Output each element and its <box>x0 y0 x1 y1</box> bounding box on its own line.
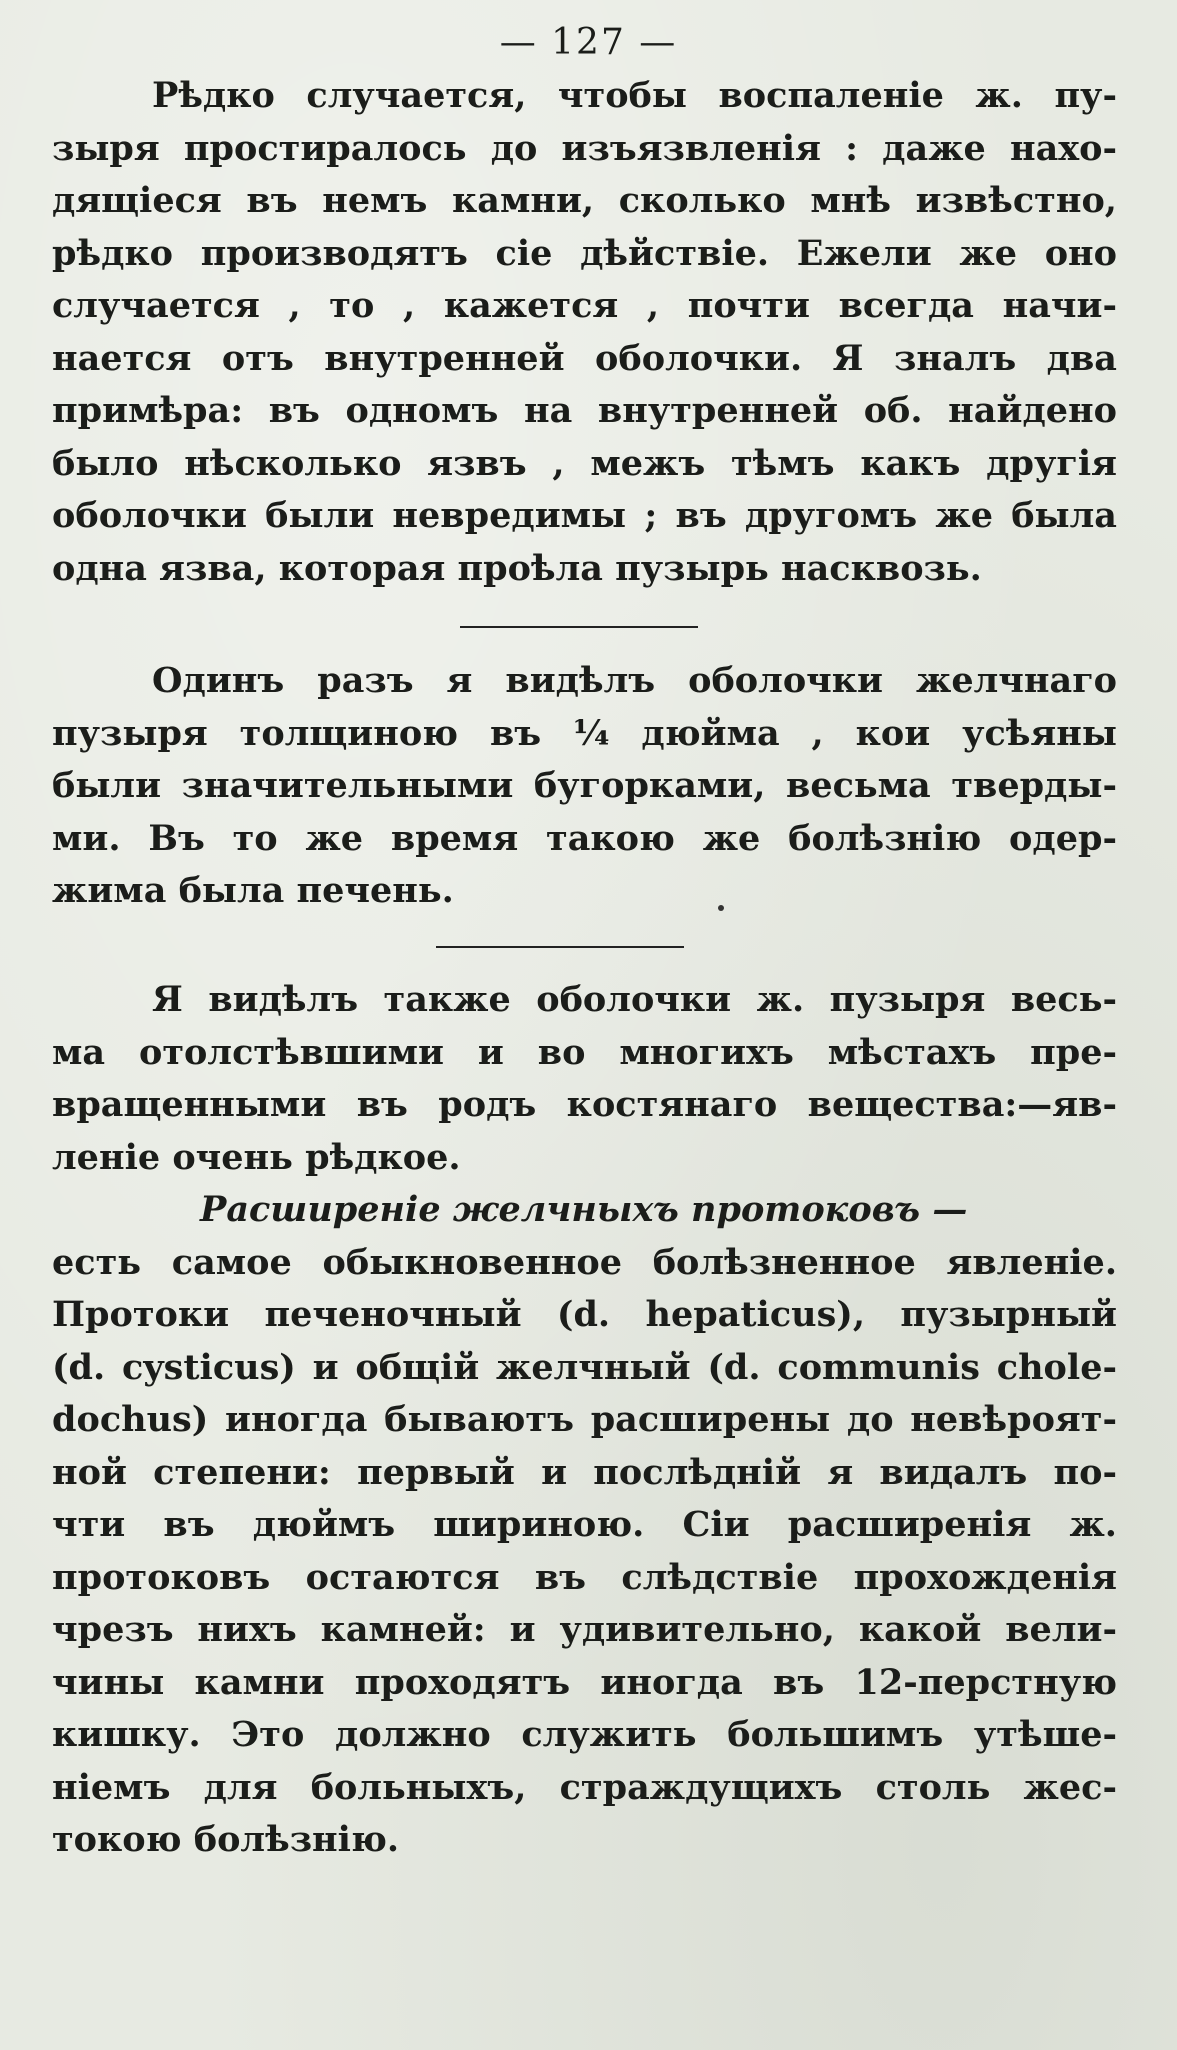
paragraph-1 <box>52 70 1117 595</box>
text-line: рѣдко производятъ сіе дѣйствіе. Ежели же оно <box>52 232 1117 274</box>
text-line: ной степени: первый и послѣдній я видалъ по- <box>52 1451 1117 1493</box>
text-line: токою болѣзнію. <box>52 1819 400 1860</box>
page-number: — 127 — <box>499 22 678 63</box>
text-line: пузыря толщиною въ ¼ дюйма , кои усѣяны <box>52 712 1117 754</box>
text-line: примѣра: въ одномъ на внутренней об. найдено <box>52 390 1117 431</box>
section-divider <box>460 626 698 628</box>
text-line: кишку. Это должно служить большимъ утѣше- <box>52 1714 1117 1755</box>
text-line: зыря простиралось до изъязвленія : даже нахо- <box>52 127 1117 169</box>
paragraph-4 <box>52 1184 1117 1867</box>
text-line: дящіеся въ немъ камни, сколько мнѣ извѣстно, <box>52 180 1117 221</box>
text-line: (d. cysticus) и общій желчный (d. communis chole- <box>52 1346 1117 1388</box>
paragraph-3 <box>52 974 1117 1184</box>
text-line: вращенными въ родъ костянаго вещества:—яв- <box>52 1084 1117 1125</box>
text-line: Протоки печеночный (d. hepaticus), пузырный <box>52 1294 1117 1335</box>
text-line: нается отъ внутренней оболочки. Я зналъ два <box>52 337 1117 379</box>
text-line: dochus) иногда бываютъ расширены до невѣроят- <box>52 1399 1117 1440</box>
text-line: было нѣсколько язвъ , межъ тѣмъ какъ другія <box>52 442 1117 484</box>
text-line: чрезъ нихъ камней: и удивительно, какой вели- <box>52 1609 1117 1650</box>
text-line: ніемъ для больныхъ, страждущихъ столь жес- <box>52 1766 1117 1808</box>
text-line: Одинъ разъ я видѣлъ оболочки желчнаго <box>152 660 1117 701</box>
text-line: Рѣдко случается, чтобы воспаленіе ж. пу- <box>152 75 1117 116</box>
paragraph-2 <box>52 655 1117 918</box>
text-line: чти въ дюймъ шириною. Сіи расширенія ж. <box>52 1504 1117 1545</box>
section-divider <box>436 946 684 948</box>
text-line: ма отолстѣвшими и во многихъ мѣстахъ пре- <box>52 1031 1117 1073</box>
text-line: протоковъ остаются въ слѣдствіе прохожденія <box>52 1556 1117 1598</box>
text-line: Я видѣлъ также оболочки ж. пузыря весь- <box>152 979 1117 1020</box>
text-line: есть самое обыкновенное болѣзненное явленіе. <box>52 1241 1117 1283</box>
text-line: ми. Въ то же время такою же болѣзнію одер- <box>52 817 1117 859</box>
text-line: одна язва, которая проѣла пузырь насквозь. <box>52 547 982 589</box>
text-line: были значительными бугорками, весьма тверды- <box>52 765 1117 806</box>
text-line: жима была печень. <box>52 870 454 911</box>
text-line: случается , то , кажется , почти всегда начи- <box>52 285 1117 326</box>
text-line: оболочки были невредимы ; въ другомъ же была <box>52 495 1117 536</box>
section-heading: Расширеніе желчныхъ протоковъ — <box>200 1189 968 1230</box>
ink-speck <box>718 905 724 911</box>
text-line: леніе очень рѣдкое. <box>52 1136 461 1178</box>
text-line: чины камни проходятъ иногда въ 12-перстную <box>52 1661 1117 1703</box>
